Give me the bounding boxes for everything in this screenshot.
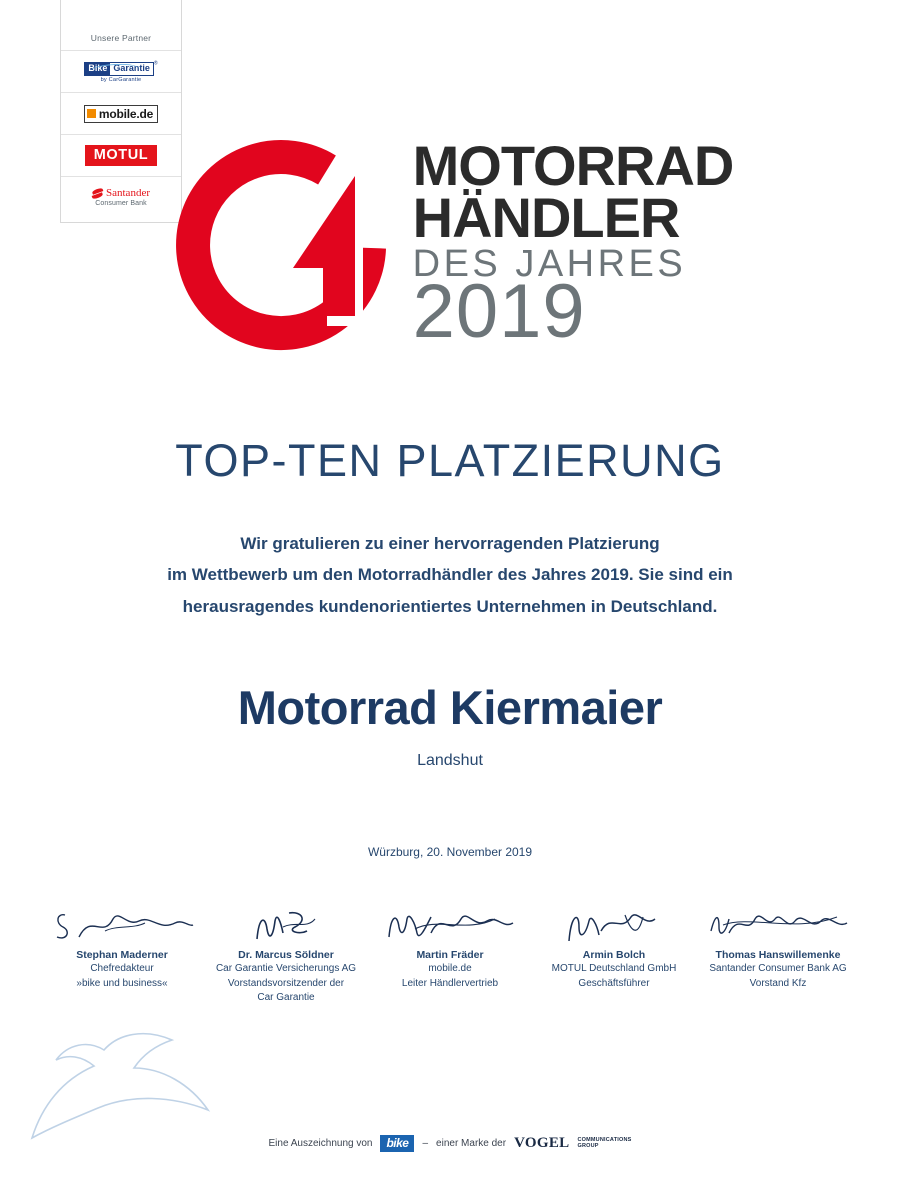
signatory-role-line: Vorstand Kfz — [749, 977, 807, 989]
bike-garantie-left-text: Bike — [85, 63, 110, 75]
signatory-role-line: Car Garantie — [257, 992, 315, 1003]
place-and-date: Würzburg, 20. November 2019 — [367, 845, 533, 859]
signatory-role-line: Vorstandsvorsitzender der — [227, 977, 345, 989]
winner-city: Landshut — [417, 752, 483, 769]
signatory-name: Martin Fräder — [416, 949, 484, 961]
signatory-role-line: mobile.de — [428, 963, 472, 974]
paragraph-line-2: im Wettbewerb um den Motorradhändler des Jahres 2019. Sie sind ein — [167, 565, 733, 585]
signature-icon — [696, 905, 860, 947]
registered-icon: ® — [153, 60, 158, 67]
signatory-role-line: Geschäftsführer — [578, 977, 650, 989]
bike-garantie-right-text: Garantie — [110, 63, 153, 75]
signatory-role-line: »bike und business« — [76, 977, 168, 989]
signatory-role-line: Car Garantie Versicherungs AG — [215, 963, 357, 974]
paragraph-line-3: herausragendes kundenorientiertes Unternehmen in Deutschland. — [182, 596, 718, 616]
partner-logo-bike-garantie — [61, 50, 181, 92]
signatory-role-line: Santander Consumer Bank AG — [709, 963, 847, 974]
award-logo-line2: HÄNDLER — [412, 185, 680, 249]
santander-text: Santander — [106, 187, 150, 200]
award-logo-line3: DES JAHRES — [412, 242, 687, 285]
award-logo — [0, 130, 900, 358]
bike-garantie-subtitle: by CarGarantie — [100, 77, 142, 84]
bike-brand-logo: bike — [380, 1135, 414, 1152]
signatory-role-line: MOTUL Deutschland GmbH — [551, 963, 677, 974]
signature-block-5 — [696, 905, 860, 990]
signatory-name: Thomas Hanswillemenke — [715, 949, 841, 961]
vogel-logo-text: VOGEL — [514, 1135, 570, 1151]
signature-row — [40, 905, 860, 1005]
vogel-sub-line2: GROUP — [577, 1142, 599, 1149]
signatory-name: Stephan Maderner — [76, 949, 168, 961]
certificate-paragraph — [0, 528, 900, 622]
footer-prefix: Eine Auszeichnung von — [268, 1138, 373, 1149]
signatory-name: Armin Bolch — [582, 949, 646, 961]
signature-icon — [40, 905, 204, 947]
signature-icon — [204, 905, 368, 947]
santander-subtitle: Consumer Bank — [95, 199, 147, 207]
vogel-sub-line1: COMMUNICATIONS — [577, 1136, 632, 1143]
signature-block-4 — [532, 905, 696, 990]
signature-block-1 — [40, 905, 204, 990]
orange-square-icon — [87, 109, 96, 118]
paragraph-line-1: Wir gratulieren zu einer hervorragenden Platzierung — [240, 534, 660, 553]
motorrad-haendler-mark-icon — [167, 130, 395, 358]
partner-heading: Unsere Partner — [90, 33, 152, 43]
signature-icon — [368, 905, 532, 947]
award-logo-year: 2019 — [412, 269, 586, 355]
footer — [0, 1135, 900, 1152]
award-logo-line1: MOTORRAD — [412, 133, 734, 197]
signature-block-2 — [204, 905, 368, 1005]
footer-middle: einer Marke der — [436, 1138, 507, 1149]
vogel-logo-subtext — [577, 1138, 631, 1150]
signatory-role-line: Chefredakteur — [90, 963, 154, 974]
certificate-title: TOP-TEN PLATZIERUNG — [175, 435, 725, 486]
signatory-name: Dr. Marcus Söldner — [238, 949, 334, 961]
mobile-de-text: mobile.de — [98, 106, 154, 121]
partner-logo-mobile-de — [61, 92, 181, 134]
signature-block-3 — [368, 905, 532, 990]
signatory-role-line: Leiter Händlervertrieb — [401, 977, 499, 989]
motul-text: MOTUL — [85, 145, 158, 166]
winner-name: Motorrad Kiermaier — [237, 681, 663, 734]
footer-separator: – — [422, 1138, 429, 1149]
signature-icon — [532, 905, 696, 947]
